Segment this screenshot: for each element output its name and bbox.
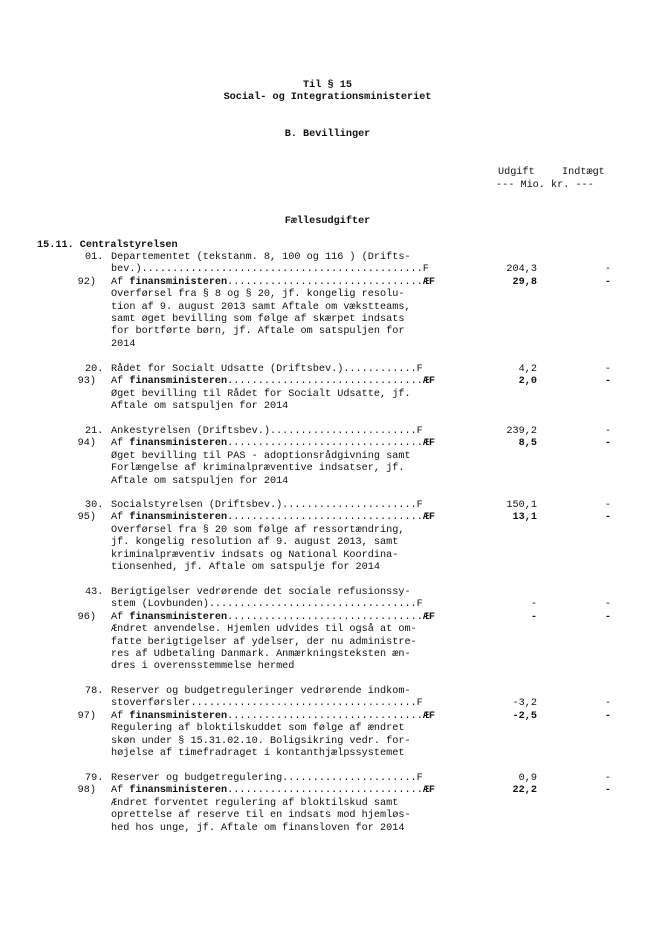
main-heading: 15.11. Centralstyrelsen <box>37 240 178 251</box>
group-title: Fællesudgifter <box>284 216 371 227</box>
amendment-description-line: Aftale om satspuljen for 2014 <box>111 401 289 413</box>
amendment-indtaegt-value: - <box>604 276 611 288</box>
amendment-prefix: Af <box>111 376 130 388</box>
amendment-udgift-value: 13,1 <box>512 512 537 524</box>
udgift-value: -3,2 <box>512 698 537 710</box>
udgift-value: 4,2 <box>518 364 537 375</box>
amendment-authority: finansministeren <box>129 785 228 797</box>
leader-dots: ................................ <box>227 785 423 797</box>
amendment-indtaegt-value: - <box>604 376 611 388</box>
indtaegt-value: - <box>604 426 611 437</box>
udgift-value: 150,1 <box>506 500 537 511</box>
note-number: 92) <box>77 276 96 288</box>
amendment-authority: finansministeren <box>129 710 228 722</box>
amendment-description-line: jf. kongelig resolution af 9. august 2013, samt <box>111 537 399 549</box>
amendment-authority: finansministeren <box>129 276 228 288</box>
account-number: 30. <box>85 500 104 511</box>
amendment-description-line: Øget bevilling til PAS - adoptionsrådgivning samt <box>111 450 411 462</box>
section-title: B. Bevillinger <box>284 129 371 140</box>
account-title-line: Socialstyrelsen (Driftsbev.)......................F <box>111 500 423 511</box>
leader-dots: ................................ <box>227 710 423 722</box>
leader-dots: ................................ <box>227 512 423 524</box>
amendment-code: ÆF <box>422 611 436 623</box>
amendment-prefix: Af <box>111 438 130 450</box>
indtaegt-value: - <box>604 264 611 276</box>
amendment-code: ÆF <box>422 710 436 722</box>
amendment-indtaegt-value: - <box>604 710 611 722</box>
account-number: 78. <box>85 686 104 697</box>
amendment-description-line: Regulering af bloktilskuddet som følge af ændret <box>111 723 405 735</box>
amendment-line <box>111 785 435 797</box>
udgift-value: 239,2 <box>506 426 537 437</box>
account-number: 21. <box>85 426 104 437</box>
account-title-line: stoverførsler.....................................F <box>111 698 423 710</box>
account-title-line: Reserver og budgetregulering......................F <box>111 773 423 784</box>
account-title-line: Departementet (tekstanm. 8, 100 og 116 ) (Drifts- <box>111 252 411 263</box>
amendment-indtaegt-value: - <box>604 611 611 623</box>
amendment-description-line: Forlængelse af kriminalpræventive indsatser, jf. <box>111 463 405 475</box>
indtaegt-value: - <box>604 500 611 511</box>
amendment-indtaegt-value: - <box>604 438 611 450</box>
header-line1: Til § 15 <box>303 80 352 91</box>
amendment-description-line: højelse af timefradraget i kontanthjælpssystemet <box>111 748 405 759</box>
amendment-authority: finansministeren <box>129 438 228 450</box>
amendment-udgift-value: 29,8 <box>512 276 537 288</box>
column-unit: --- Mio. kr. --- <box>496 180 594 191</box>
amendment-line <box>111 376 435 388</box>
amendment-code: ÆF <box>422 276 436 288</box>
amendment-prefix: Af <box>111 276 130 288</box>
note-number: 98) <box>77 785 96 797</box>
amendment-authority: finansministeren <box>129 512 228 524</box>
amendment-prefix: Af <box>111 710 130 722</box>
amendment-udgift-value: -2,5 <box>512 710 537 722</box>
indtaegt-value: - <box>604 773 611 784</box>
amendment-description-line: Ændret forventet regulering af bloktilskud samt <box>111 797 399 809</box>
amendment-description-line: hed hos unge, jf. Aftale om finansloven for 2014 <box>111 822 405 834</box>
leader-dots: ................................ <box>227 376 423 388</box>
amendment-description-line: oprettelse af reserve til en indsats mod hjemløs- <box>111 810 411 822</box>
note-number: 97) <box>77 710 96 722</box>
amendment-description-line: Ændret anvendelse. Hjemlen udvides til også at om- <box>111 624 417 636</box>
amendment-authority: finansministeren <box>129 611 228 623</box>
amendment-indtaegt-value: - <box>604 512 611 524</box>
account-title-line: Reserver og budgetreguleringer vedrørende indkom- <box>111 686 411 697</box>
amendment-description-line: skøn under § 15.31.02.10. Boligsikring vedr. for- <box>111 735 411 747</box>
amendment-udgift-value: 22,2 <box>512 785 537 797</box>
amendment-code: ÆF <box>422 438 436 450</box>
udgift-value: - <box>530 599 537 611</box>
indtaegt-value: - <box>604 698 611 710</box>
account-title-line: Berigtigelser vedrørende det sociale refusionssy- <box>111 587 411 598</box>
amendment-description-line: Overførsel fra § 20 som følge af ressortændring, <box>111 524 405 536</box>
leader-dots: ................................ <box>227 438 423 450</box>
udgift-value: 0,9 <box>518 773 537 784</box>
leader-dots: ................................ <box>227 611 423 623</box>
amendment-description-line: Aftale om satspuljen for 2014 <box>111 475 289 487</box>
udgift-value: 204,3 <box>506 264 537 276</box>
account-number: 20. <box>85 364 104 375</box>
account-number: 79. <box>85 773 104 784</box>
amendment-description-line: Overførsel fra § 8 og § 20, jf. kongelig resolu- <box>111 289 405 301</box>
note-number: 94) <box>77 438 96 450</box>
amendment-prefix: Af <box>111 611 130 623</box>
amendment-description-line: samt øget bevilling som følge af skærpet indsats <box>111 314 405 325</box>
amendment-prefix: Af <box>111 512 130 524</box>
amendment-description-line: fatte berigtigelser af ydelser, der nu administre- <box>111 636 417 648</box>
note-number: 96) <box>77 611 96 623</box>
amendment-code: ÆF <box>422 376 436 388</box>
amendment-description-line: res af Udbetaling Danmark. Anmærkningsteksten æn- <box>111 649 411 660</box>
amendment-code: ÆF <box>422 512 436 524</box>
column-header-indtaegt: Indtægt <box>562 167 605 178</box>
amendment-description-line: for bortførte børn, jf. Aftale om satspuljen for <box>111 326 405 338</box>
amendment-udgift-value: 2,0 <box>518 376 537 388</box>
amendment-indtaegt-value: - <box>604 785 611 797</box>
indtaegt-value: - <box>604 599 611 611</box>
account-title-line: stem (Lovbunden)..................................F <box>111 599 423 611</box>
account-number: 01. <box>85 252 104 263</box>
amendment-line <box>111 438 435 450</box>
note-number: 95) <box>77 512 96 524</box>
amendment-description-line: kriminalpræventiv indsats og National Koordina- <box>111 549 399 561</box>
amendment-line <box>111 277 435 289</box>
header-ministry: Social- og Integrationsministeriet <box>223 92 432 103</box>
indtaegt-value: - <box>604 364 611 375</box>
amendment-description-line: Øget bevilling til Rådet for Socialt Udsatte, jf. <box>111 388 411 400</box>
account-title-line: bev.)..............................................F <box>111 264 429 276</box>
amendment-line <box>111 612 435 624</box>
amendment-description-line: dres i overensstemmelse hermed <box>111 661 295 673</box>
amendment-udgift-value: - <box>530 611 537 623</box>
account-title-line: Ankestyrelsen (Driftsbev.)........................F <box>111 426 423 437</box>
account-number: 43. <box>85 587 104 598</box>
amendment-description-line: tion af 9. august 2013 samt Aftale om vækstteams, <box>111 301 411 313</box>
amendment-prefix: Af <box>111 785 130 797</box>
amendment-code: ÆF <box>422 785 436 797</box>
amendment-description-line: 2014 <box>111 338 136 350</box>
note-number: 93) <box>77 376 96 388</box>
amendment-description-line: tionsenhed, jf. Aftale om satspulje for 2014 <box>111 562 380 573</box>
leader-dots: ................................ <box>227 276 423 288</box>
amendment-line <box>111 512 435 524</box>
account-title-line: Rådet for Socialt Udsatte (Driftsbev.)............F <box>111 364 423 375</box>
amendment-authority: finansministeren <box>129 376 228 388</box>
amendment-line <box>111 711 435 723</box>
amendment-udgift-value: 8,5 <box>518 438 537 450</box>
column-header-udgift: Udgift <box>498 167 535 178</box>
